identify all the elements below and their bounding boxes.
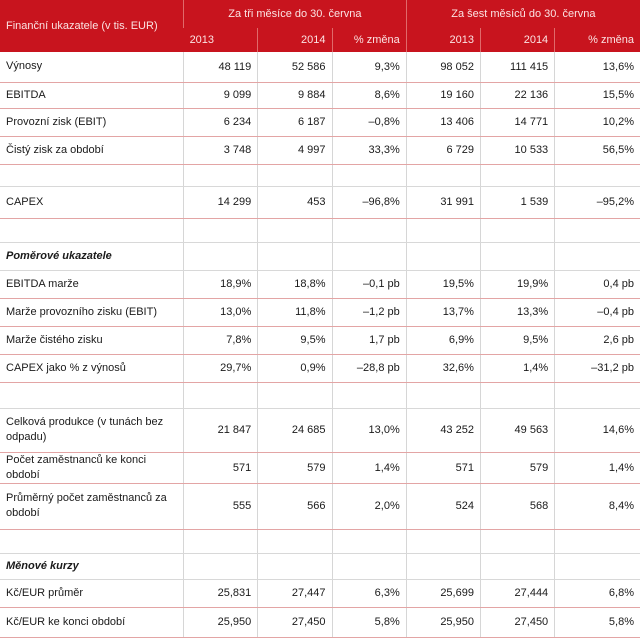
cell-value [258,382,332,408]
cell-value: 0,4 pb [555,270,640,298]
cell-value: 22 136 [480,82,554,108]
cell-value [406,382,480,408]
cell-value: 8,6% [332,82,406,108]
cell-value [258,553,332,579]
cell-value: 10,2% [555,108,640,136]
cell-value: –1,2 pb [332,298,406,326]
cell-value: –28,8 pb [332,354,406,382]
row-label: EBITDA [0,82,184,108]
cell-value: 2,6 pb [555,326,640,354]
cell-value: 43 252 [406,408,480,452]
spacer-row [0,218,640,242]
cell-value: 13,0% [184,298,258,326]
cell-value: 1,7 pb [332,326,406,354]
col-header: 2013 [406,28,480,52]
row-label: Kč/EUR ke konci období [0,607,184,637]
cell-value: 5,8% [555,607,640,637]
cell-value: 571 [406,452,480,483]
cell-value: –31,2 pb [555,354,640,382]
cell-value: 14 299 [184,186,258,218]
cell-value [480,218,554,242]
cell-value: 6 729 [406,136,480,164]
table-row [0,136,640,164]
cell-value: 524 [406,483,480,529]
cell-value: 13,7% [406,298,480,326]
cell-value: 1,4% [555,452,640,483]
cell-value: 2,0% [332,483,406,529]
cell-value: 11,8% [258,298,332,326]
cell-value: 27,447 [258,579,332,607]
cell-value: 453 [258,186,332,218]
cell-value: 6,9% [406,326,480,354]
col-header: 2014 [258,28,332,52]
cell-value: 6 187 [258,108,332,136]
row-label: EBITDA marže [0,270,184,298]
cell-value: 13,0% [332,408,406,452]
cell-value [258,218,332,242]
cell-value [184,529,258,553]
cell-value [332,164,406,186]
cell-value: 579 [258,452,332,483]
cell-value [406,242,480,270]
cell-value: 24 685 [258,408,332,452]
cell-value [406,164,480,186]
cell-value: 13,3% [480,298,554,326]
section-header-row [0,553,640,579]
cell-value [332,553,406,579]
row-label: Výnosy [0,52,184,82]
cell-value [480,164,554,186]
group-header-six-months: Za šest měsíců do 30. června [406,0,640,28]
table-row [0,483,640,529]
row-label: Marže čistého zisku [0,326,184,354]
cell-value: 25,831 [184,579,258,607]
cell-value: 98 052 [406,52,480,82]
cell-value: 49 563 [480,408,554,452]
row-label [0,529,184,553]
cell-value: 31 991 [406,186,480,218]
cell-value [258,529,332,553]
cell-value [184,242,258,270]
cell-value [406,553,480,579]
section-header-row [0,242,640,270]
cell-value [480,382,554,408]
cell-value [258,164,332,186]
cell-value: 13 406 [406,108,480,136]
cell-value [406,529,480,553]
cell-value [184,164,258,186]
row-label: Celková produkce (v tunách bez odpadu) [0,408,184,452]
cell-value: 579 [480,452,554,483]
table-row [0,298,640,326]
row-label: CAPEX [0,186,184,218]
cell-value: 568 [480,483,554,529]
group-header-three-months: Za tři měsíce do 30. června [184,0,407,28]
table-row [0,186,640,218]
cell-value: 25,950 [184,607,258,637]
cell-value: 27,450 [258,607,332,637]
cell-value: 48 119 [184,52,258,82]
spacer-row [0,529,640,553]
cell-value: 1 539 [480,186,554,218]
col-header: % změna [332,28,406,52]
cell-value: 33,3% [332,136,406,164]
table-row [0,326,640,354]
table-row [0,270,640,298]
table-row [0,452,640,483]
cell-value: 8,4% [555,483,640,529]
cell-value: 0,9% [258,354,332,382]
cell-value [406,218,480,242]
cell-value: –95,2% [555,186,640,218]
row-label: CAPEX jako % z výnosů [0,354,184,382]
cell-value: 3 748 [184,136,258,164]
cell-value: 6,8% [555,579,640,607]
cell-value: 9 884 [258,82,332,108]
table-row [0,579,640,607]
row-label [0,382,184,408]
table-row [0,108,640,136]
cell-value: 9,5% [258,326,332,354]
cell-value: 56,5% [555,136,640,164]
cell-value: 14,6% [555,408,640,452]
row-label: Kč/EUR průměr [0,579,184,607]
cell-value: 19 160 [406,82,480,108]
cell-value: 555 [184,483,258,529]
cell-value: 32,6% [406,354,480,382]
cell-value: 19,5% [406,270,480,298]
row-label: Průměrný počet zaměstnanců za období [0,483,184,529]
cell-value: 27,444 [480,579,554,607]
cell-value [258,242,332,270]
cell-value [332,242,406,270]
cell-value: 19,9% [480,270,554,298]
cell-value [555,218,640,242]
cell-value: 7,8% [184,326,258,354]
row-label [0,164,184,186]
cell-value: 27,450 [480,607,554,637]
cell-value: 571 [184,452,258,483]
cell-value [555,382,640,408]
cell-value: 111 415 [480,52,554,82]
row-label [0,218,184,242]
cell-value: 18,8% [258,270,332,298]
cell-value: –0,4 pb [555,298,640,326]
cell-value [184,382,258,408]
cell-value: 29,7% [184,354,258,382]
cell-value: 15,5% [555,82,640,108]
section-title: Poměrové ukazatele [0,242,184,270]
cell-value: 13,6% [555,52,640,82]
cell-value: 9,3% [332,52,406,82]
cell-value [480,242,554,270]
table-row [0,354,640,382]
row-label: Počet zaměstnanců ke konci období [0,452,184,483]
cell-value: 18,9% [184,270,258,298]
cell-value [184,218,258,242]
cell-value [332,529,406,553]
cell-value: 6 234 [184,108,258,136]
table-row [0,408,640,452]
cell-value: 25,950 [406,607,480,637]
row-label: Marže provozního zisku (EBIT) [0,298,184,326]
cell-value: 9,5% [480,326,554,354]
cell-value [555,529,640,553]
cell-value [555,553,640,579]
cell-value: 4 997 [258,136,332,164]
cell-value: –0,8% [332,108,406,136]
cell-value [480,529,554,553]
table-row [0,607,640,637]
spacer-row [0,382,640,408]
row-label: Provozní zisk (EBIT) [0,108,184,136]
cell-value [555,164,640,186]
section-title: Měnové kurzy [0,553,184,579]
cell-value [480,553,554,579]
table-row [0,52,640,82]
row-label: Čistý zisk za období [0,136,184,164]
cell-value: 25,699 [406,579,480,607]
spacer-row [0,164,640,186]
cell-value: 10 533 [480,136,554,164]
cell-value: 566 [258,483,332,529]
table-row [0,82,640,108]
cell-value [555,242,640,270]
cell-value: 52 586 [258,52,332,82]
col-header: 2014 [480,28,554,52]
table-title: Finanční ukazatele (v tis. EUR) [0,0,184,52]
cell-value: 1,4% [480,354,554,382]
col-header: 2013 [184,28,258,52]
cell-value: 9 099 [184,82,258,108]
cell-value: –96,8% [332,186,406,218]
cell-value: –0,1 pb [332,270,406,298]
cell-value: 14 771 [480,108,554,136]
cell-value [332,218,406,242]
cell-value: 1,4% [332,452,406,483]
cell-value: 5,8% [332,607,406,637]
col-header: % změna [555,28,640,52]
cell-value: 6,3% [332,579,406,607]
cell-value: 21 847 [184,408,258,452]
cell-value [184,553,258,579]
cell-value [332,382,406,408]
